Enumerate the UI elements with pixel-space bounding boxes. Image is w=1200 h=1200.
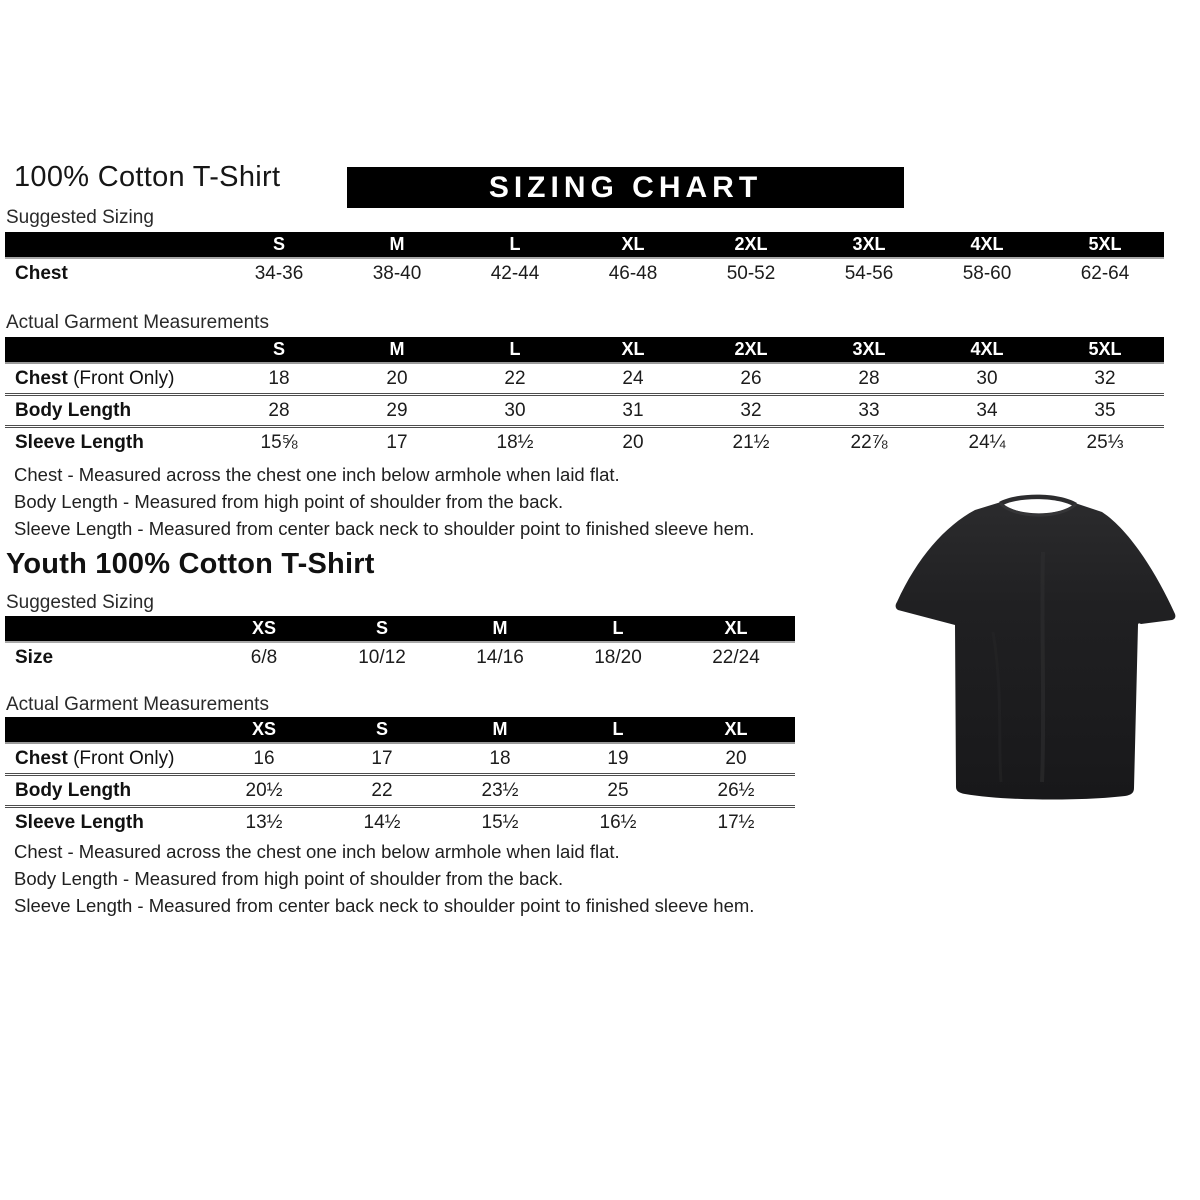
cell: 18: [220, 363, 338, 395]
cell: 18: [441, 743, 559, 775]
cell: 42-44: [456, 258, 574, 288]
cell: 23½: [441, 775, 559, 807]
black-tshirt-image: [893, 492, 1183, 804]
size-col-header: 3XL: [810, 337, 928, 363]
cell: 21½: [692, 427, 810, 458]
size-col-header: 5XL: [1046, 337, 1164, 363]
page-title: 100% Cotton T-Shirt: [14, 161, 281, 193]
cell: 24¼: [928, 427, 1046, 458]
note-chest: Chest - Measured across the chest one inch below armhole when laid flat.: [14, 464, 620, 485]
row-label: Body Length: [5, 395, 220, 427]
row-label: Chest (Front Only): [5, 743, 205, 775]
cell: 20½: [205, 775, 323, 807]
cell: 16: [205, 743, 323, 775]
cell: 17½: [677, 807, 795, 838]
cell: 15⅝: [220, 427, 338, 458]
cell: 15½: [441, 807, 559, 838]
note-sleeve-length: Sleeve Length - Measured from center back neck to shoulder point to finished sleeve hem.: [14, 895, 755, 916]
table-row-body-length: [5, 395, 1164, 427]
cell: 31: [574, 395, 692, 427]
table-row-body-length: [5, 775, 795, 807]
adult-suggested-sizing-label: Suggested Sizing: [6, 207, 154, 228]
size-col-header: L: [456, 232, 574, 258]
cell: 10/12: [323, 642, 441, 672]
cell: 35: [1046, 395, 1164, 427]
cell: 13½: [205, 807, 323, 838]
table-row-sleeve-length: [5, 427, 1164, 458]
table-row-chest: [5, 743, 795, 775]
size-col-header: S: [220, 337, 338, 363]
tshirt-collar-back: [999, 495, 1077, 506]
cell: 30: [928, 363, 1046, 395]
adult-actual-measurements-label: Actual Garment Measurements: [6, 312, 269, 333]
cell: 28: [810, 363, 928, 395]
cell: 18½: [456, 427, 574, 458]
cell: 16½: [559, 807, 677, 838]
size-col-header: S: [323, 616, 441, 642]
size-col-header: XS: [205, 616, 323, 642]
size-col-header: L: [559, 616, 677, 642]
row-label: Chest: [5, 258, 220, 288]
note-body-length: Body Length - Measured from high point of shoulder from the back.: [14, 868, 564, 889]
cell: 26: [692, 363, 810, 395]
youth-actual-header-row: [5, 717, 795, 743]
cell: 22⅞: [810, 427, 928, 458]
cell: 29: [338, 395, 456, 427]
cell: 17: [338, 427, 456, 458]
size-col-header: XL: [574, 232, 692, 258]
tshirt-fold: [1042, 552, 1043, 782]
blank-header-cell: [5, 616, 205, 642]
size-col-header: XL: [677, 717, 795, 743]
cell: 26½: [677, 775, 795, 807]
youth-suggested-sizing-label: Suggested Sizing: [6, 592, 154, 613]
cell: 18/20: [559, 642, 677, 672]
cell: 33: [810, 395, 928, 427]
sizing-chart-banner: [347, 167, 904, 208]
cell: 20: [677, 743, 795, 775]
row-label: Sleeve Length: [5, 807, 205, 838]
cell: 62-64: [1046, 258, 1164, 288]
cell: 58-60: [928, 258, 1046, 288]
sizing-chart-banner-text: SIZING CHART: [488, 170, 763, 204]
size-col-header: 5XL: [1046, 232, 1164, 258]
adult-actual-header-row: [5, 337, 1164, 363]
size-col-header: 3XL: [810, 232, 928, 258]
tshirt-silhouette: [896, 502, 1176, 800]
cell: 54-56: [810, 258, 928, 288]
table-row-chest: [5, 363, 1164, 395]
cell: 14½: [323, 807, 441, 838]
youth-section-title: Youth 100% Cotton T-Shirt: [6, 548, 375, 580]
adult-measurement-notes: [14, 461, 754, 542]
cell: 38-40: [338, 258, 456, 288]
cell: 25: [559, 775, 677, 807]
cell: 32: [692, 395, 810, 427]
row-label: Chest (Front Only): [5, 363, 220, 395]
size-col-header: L: [559, 717, 677, 743]
youth-actual-measurements-table: [5, 717, 795, 837]
adult-actual-measurements-table: [5, 337, 1164, 457]
cell: 34-36: [220, 258, 338, 288]
youth-measurement-notes: [14, 838, 754, 919]
note-sleeve-length: Sleeve Length - Measured from center back neck to shoulder point to finished sleeve hem.: [14, 518, 755, 539]
size-col-header: 2XL: [692, 337, 810, 363]
row-label: Sleeve Length: [5, 427, 220, 458]
size-col-header: S: [323, 717, 441, 743]
note-chest: Chest - Measured across the chest one inch below armhole when laid flat.: [14, 841, 620, 862]
youth-suggested-header-row: [5, 616, 795, 642]
row-label: Size: [5, 642, 205, 672]
youth-actual-measurements-label: Actual Garment Measurements: [6, 694, 269, 715]
size-col-header: 4XL: [928, 337, 1046, 363]
cell: 30: [456, 395, 574, 427]
cell: 24: [574, 363, 692, 395]
cell: 22: [323, 775, 441, 807]
size-col-header: 2XL: [692, 232, 810, 258]
size-col-header: M: [338, 337, 456, 363]
cell: 46-48: [574, 258, 692, 288]
cell: 6/8: [205, 642, 323, 672]
size-col-header: L: [456, 337, 574, 363]
row-label: Body Length: [5, 775, 205, 807]
table-row-chest: [5, 258, 1164, 288]
adult-suggested-header-row: [5, 232, 1164, 258]
cell: 50-52: [692, 258, 810, 288]
cell: 34: [928, 395, 1046, 427]
cell: 17: [323, 743, 441, 775]
size-col-header: M: [441, 616, 559, 642]
youth-suggested-sizing-table: [5, 616, 795, 672]
cell: 19: [559, 743, 677, 775]
adult-suggested-sizing-table: [5, 232, 1164, 288]
cell: 32: [1046, 363, 1164, 395]
cell: 14/16: [441, 642, 559, 672]
table-row-sleeve-length: [5, 807, 795, 838]
cell: 22: [456, 363, 574, 395]
size-col-header: M: [441, 717, 559, 743]
note-body-length: Body Length - Measured from high point of shoulder from the back.: [14, 491, 564, 512]
blank-header-cell: [5, 717, 205, 743]
size-col-header: XL: [677, 616, 795, 642]
size-col-header: 4XL: [928, 232, 1046, 258]
size-col-header: XS: [205, 717, 323, 743]
cell: 20: [574, 427, 692, 458]
table-row-size: [5, 642, 795, 672]
size-col-header: XL: [574, 337, 692, 363]
size-col-header: M: [338, 232, 456, 258]
cell: 20: [338, 363, 456, 395]
blank-header-cell: [5, 337, 220, 363]
blank-header-cell: [5, 232, 220, 258]
cell: 28: [220, 395, 338, 427]
cell: 22/24: [677, 642, 795, 672]
size-col-header: S: [220, 232, 338, 258]
cell: 25⅓: [1046, 427, 1164, 458]
